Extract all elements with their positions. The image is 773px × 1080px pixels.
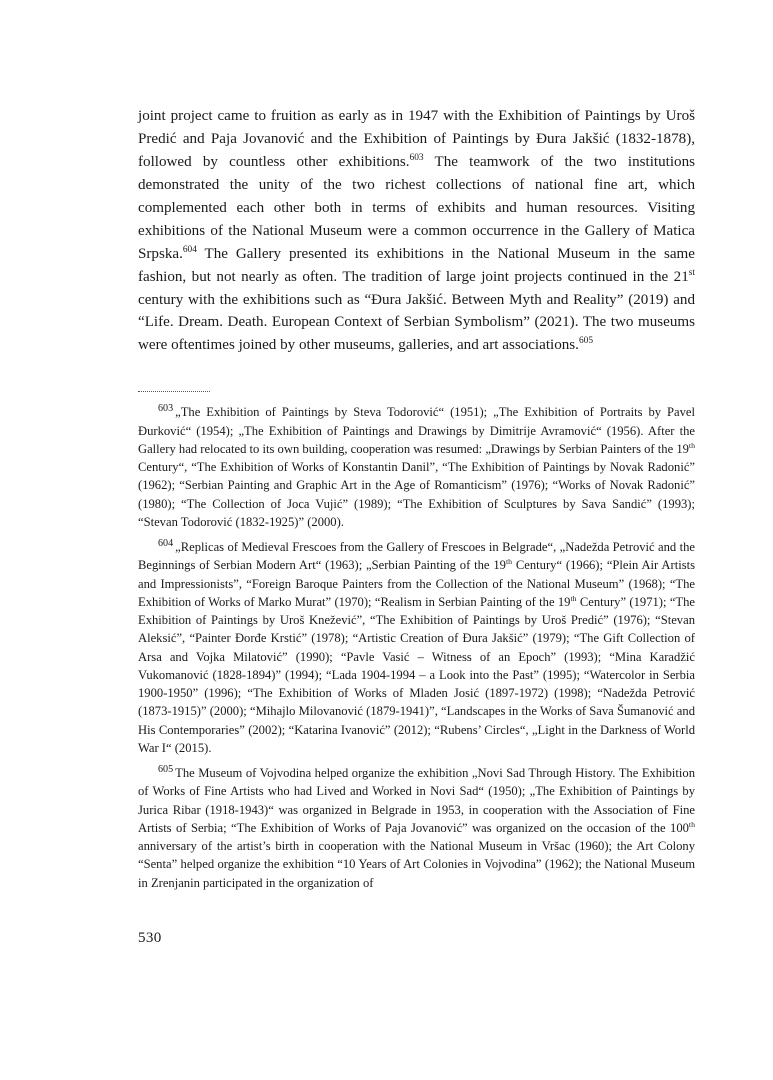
- footnote-604-text-c: Century” (1971); “The Exhibition of Paintings by Uroš Knežević”, “The Exhibition of Paintings by Uroš Predić” (1976); “Stevan Aleksić”, “Painter Đorđe Krstić” (1978); “Artistic Creation of Đura Jakšić” (1979); “The Gift Collection of Arsa and Vojka Milatović” (1990); “Pavle Vasić – Witness of an Epoch” (1993); “Mina Karadžić Vukomanović (1828-1894)” (1994); “Lada 1904-1994 – a Look into the Past” (1995); “Watercolor in Serbia 1900-1950” (1996); “The Exhibition of Works of Mladen Josić (1897-1972) (1998); “Nadežda Petrović (1873-1915)” (2000); “Mihajlo Milovanović (1879-1941)”, “Landscapes in the Works of Sava Šumanović and His Contemporaries” (2002); “Katarina Ivanović” (2012); “Rubens’ Circles“, „Light in the Darkness of World War I“ (2015).: [138, 594, 695, 755]
- footnote-604: [138, 538, 695, 757]
- main-text-segment-1: joint project came to fruition as early as in 1947 with the Exhibition of Paintings by Uroš Predić and Paja Jovanović and the Exhibition of Paintings by Đura Jakšić (1832-1878), followed by countless other exhibitions.: [138, 108, 695, 170]
- footnote-number-604: 604: [158, 537, 174, 549]
- footnote-number-605: 605: [158, 763, 174, 775]
- main-text-segment-3: The Gallery presented its exhibitions in the National Museum in the same fashion, but not nearly as often. The tradition of large joint projects continued in the 21: [138, 245, 695, 285]
- footnote-604-sup-th-1: th: [505, 557, 513, 567]
- main-body-text: [138, 105, 695, 357]
- footnote-605-sup-th: th: [688, 819, 695, 829]
- main-text-segment-4: century with the exhibitions such as “Đura Jakšić. Between Myth and Reality” (2019) and “Life. Dream. Death. European Context of Serbian Symbolism” (2021). The two museums were oftentimes joined by other museums, galleries, and art associations.: [138, 291, 695, 354]
- footnote-604-text-b: Century“ (1966); “Plein Air Artists and Impressionists”, “Foreign Baroque Painters from the Collection of the National Museum” (1968); “The Exhibition of Works of Marko Murat” (1970); “Realism in Serbian Painting of the 19: [138, 558, 695, 609]
- ordinal-suffix-st: st: [688, 267, 695, 278]
- footnote-ref-603[interactable]: 603: [409, 152, 424, 163]
- footnote-603-sup-th: th: [688, 440, 695, 450]
- footnote-ref-604[interactable]: 604: [182, 244, 197, 255]
- footnote-603-text-b: Century“, “The Exhibition of Works of Konstantin Danil”, “The Exhibition of Paintings by Novak Radonić” (1962); “Serbian Painting and Graphic Art in the Age of Romanticism” (1976); “Works of Novak Radonić” (1980); “The Collection of Joca Vujić” (1989); “The Exhibition of Sculptures by Sava Sandić” (1993); “Stevan Todorović (1832-1925)” (2000).: [138, 460, 695, 529]
- footnote-605-text-b: anniversary of the artist’s birth in cooperation with the National Museum in Vršac (1960); the Art Colony “Senta” helped organize the exhibition “10 Years of Art Colonies in Vojvodina” (1962); the National Museum in Zrenjanin participated in the organization of: [138, 839, 695, 890]
- footnote-604-text-a: „Replicas of Medieval Frescoes from the Gallery of Frescoes in Belgrade“, „Nadežda Petrović and the Beginnings of Serbian Modern Art“ (1963); „Serbian Painting of the 19: [138, 540, 695, 573]
- footnote-number-603: 603: [158, 403, 174, 415]
- main-text-segment-2: The teamwork of the two institutions demonstrated the unity of the two richest collections of national fine art, which complemented each other both in terms of exhibits and human resources. Visiting exhibitions of the National Museum were a common occurrence in the Gallery of Matica Srpska.: [138, 153, 696, 262]
- main-paragraph: [138, 105, 695, 357]
- footnote-603-text-a: „The Exhibition of Paintings by Steva Todorović“ (1951); „The Exhibition of Portraits by Pavel Đurković“ (1954); „The Exhibition of Paintings and Drawings by Dimitrije Avramović“ (1956). After the Gallery had relocated to its own building, cooperation was resumed: „Drawings by Serbian Painters of the 19: [138, 405, 695, 456]
- footnotes-section: [138, 403, 695, 892]
- footnote-separator: [138, 391, 210, 392]
- footnote-605-text-a: The Museum of Vojvodina helped organize the exhibition „Novi Sad Through History. The Exhibition of Works of Fine Artists who had Lived and Worked in Novi Sad“ (1950); „The Exhibition of Paintings by Jurica Ribar (1918-1943)“ was organized in Belgrade in 1953, in cooperation with the Association of Fine Artists of Serbia; “The Exhibition of Works of Paja Jovanović” was organized on the occasion of the 100: [138, 766, 695, 835]
- page-number: 530: [138, 930, 162, 946]
- footnote-603: [138, 403, 695, 531]
- footnote-605: [138, 764, 695, 892]
- footnote-ref-605[interactable]: 605: [578, 336, 594, 347]
- footnote-604-sup-th-2: th: [570, 593, 577, 603]
